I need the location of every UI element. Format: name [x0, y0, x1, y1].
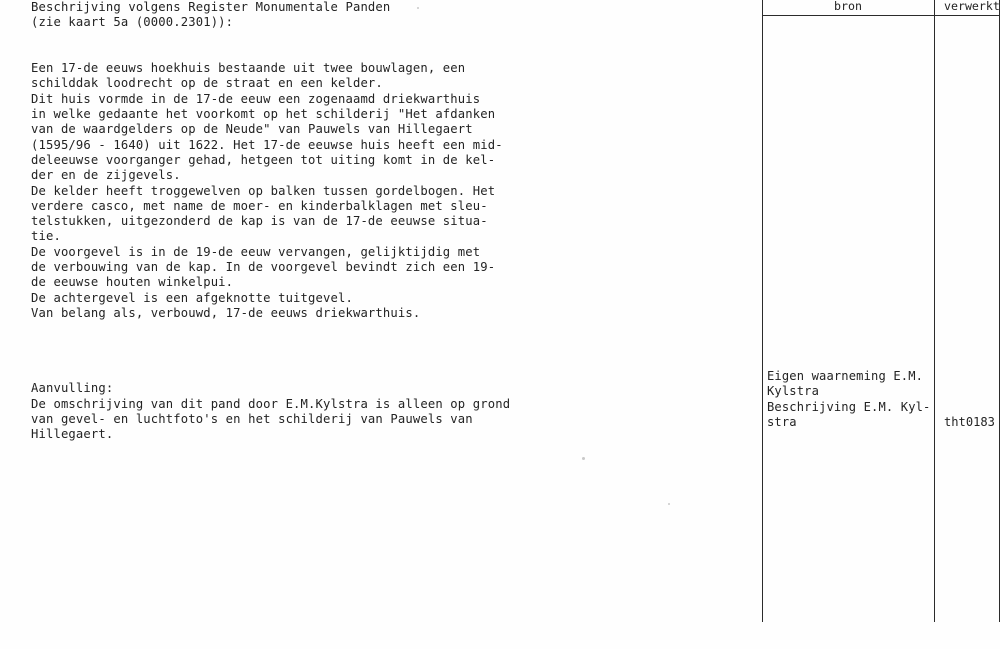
addendum-line: Hillegaert.: [31, 427, 114, 442]
source-line: Beschrijving E.M. Kyl-: [767, 399, 931, 414]
body-line: schilddak loodrecht op de straat en een kelder.: [31, 76, 383, 91]
description-column: [31, 0, 731, 442]
addendum-line: van gevel- en luchtfoto's en het schilderij van Pauwels van: [31, 411, 473, 426]
body-line: Van belang als, verbouwd, 17-de eeuws driekwarthuis.: [31, 305, 421, 320]
body-line: De voorgevel is in de 19-de eeuw vervangen, gelijktijdig met: [31, 244, 481, 259]
body-line: tie.: [31, 229, 61, 244]
body-line: De achtergevel is een afgeknotte tuitgevel.: [31, 290, 353, 305]
scan-speck: [582, 457, 585, 460]
table-header-rule: [762, 15, 999, 16]
table-border-middle: [934, 0, 935, 622]
body-line: Dit huis vormde in de 17-de eeuw een zogenaamd driekwarthuis: [31, 91, 481, 106]
body-line: der en de zijgevels.: [31, 168, 181, 183]
spacer: [31, 321, 731, 381]
table-cell-source: [767, 369, 933, 430]
source-line: Kylstra: [767, 384, 820, 399]
scan-speck: [417, 7, 419, 9]
body-line: deleeuwse voorganger gehad, hetgeen tot uiting komt in de kel-: [31, 152, 496, 167]
spacer: [31, 31, 731, 46]
heading-line: Beschrijving volgens Register Monumentale Panden: [31, 0, 391, 14]
body-line: in welke gedaante het voorkomt op het schilderij "Het afdanken: [31, 107, 496, 122]
source-line: Eigen waarneming E.M.: [767, 369, 924, 383]
addendum-line: De omschrijving van dit pand door E.M.Kylstra is alleen op grond: [31, 396, 511, 411]
table-border-left: [762, 0, 763, 622]
source-line: stra: [767, 414, 797, 429]
body-line: Een 17-de eeuws hoekhuis bestaande uit twee bouwlagen, een: [31, 61, 466, 76]
body-line: de eeuwse houten winkelpui.: [31, 275, 234, 290]
body-line: (1595/96 - 1640) uit 1622. Het 17-de eeuwse huis heeft een mid-: [31, 137, 503, 152]
body-line: verdere casco, met name de moer- en kinderbalklagen met sleu-: [31, 198, 488, 213]
table-header-bron: bron: [834, 0, 862, 13]
heading-line: (zie kaart 5a (0000.2301)):: [31, 15, 234, 30]
source-table: [762, 0, 1000, 649]
table-header-verwerkt: verwerkt: [944, 0, 1000, 13]
spacer: [31, 46, 731, 61]
body-line: de verbouwing van de kap. In de voorgevel bevindt zich een 19-: [31, 260, 496, 275]
scan-speck: [668, 503, 670, 505]
body-line: De kelder heeft troggewelven op balken tussen gordelbogen. Het: [31, 183, 496, 198]
table-cell-processed: tht0183: [944, 415, 995, 429]
body-line: van de waardgelders op de Neude" van Pauwels van Hillegaert: [31, 122, 473, 137]
addendum-title: Aanvulling:: [31, 381, 114, 396]
body-line: telstukken, uitgezonderd de kap is van de 17-de eeuwse situa-: [31, 214, 488, 229]
